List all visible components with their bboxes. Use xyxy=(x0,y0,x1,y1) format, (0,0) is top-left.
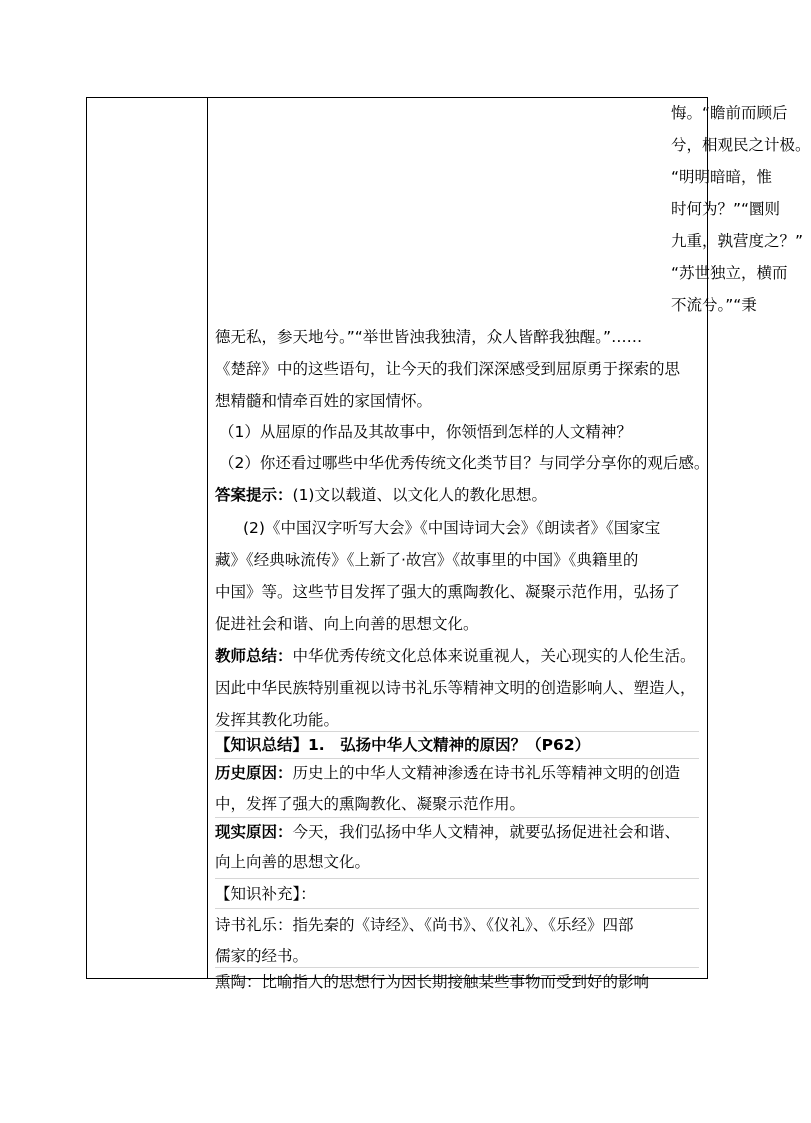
answer-line: 答案提示：(1)文以载道、以文化人的教化思想。 xyxy=(215,486,547,504)
question-1: （1）从屈原的作品及其故事中，你领悟到怎样的人文精神？ xyxy=(219,423,632,441)
history-label: 历史原因： xyxy=(215,764,293,782)
row-separator xyxy=(215,731,699,732)
text-line: 九重，孰营度之？” xyxy=(671,232,804,250)
row-separator xyxy=(215,758,699,759)
knowledge-supplement-heading: 【知识补充】： xyxy=(215,885,316,903)
answer-label: 答案提示： xyxy=(215,486,293,504)
reality-reason-line: 向上向善的思想文化。 xyxy=(215,853,371,871)
history-reason-line: 历史原因：历史上的中华人文精神渗透在诗书礼乐等精神文明的创造 xyxy=(215,764,681,782)
question-2: （2）你还看过哪些中华优秀传统文化类节目？与同学分享你的观后感。 xyxy=(219,454,710,472)
answer-line: 促进社会和谐、向上向善的思想文化。 xyxy=(215,615,479,633)
poetry-definition-line: 诗书礼乐：指先秦的《诗经》、《尚书》、《仪礼》、《乐经》四部 xyxy=(215,916,634,934)
text-line: 时何为？”“圜则 xyxy=(671,200,781,218)
content-table xyxy=(86,97,811,991)
reality-reason-line: 现实原因：今天，我们弘扬中华人文精神，就要弘扬促进社会和谐、 xyxy=(215,823,681,841)
text-line: 兮，相观民之计极。 xyxy=(671,136,811,154)
text-line: 悔。“瞻前而顾后 xyxy=(671,104,788,122)
content-cell xyxy=(215,98,811,991)
teacher-summary-line: 教师总结：中华优秀传统文化总体来说重视人，关心现实的人伦生活。 xyxy=(215,647,696,665)
history-reason-line: 中，发挥了强大的熏陶教化、凝聚示范作用。 xyxy=(215,795,526,813)
row-separator xyxy=(215,908,699,909)
text-line: 《楚辞》中的这些语句，让今天的我们深深感受到屈原勇于探索的思 xyxy=(215,360,681,378)
teacher-label: 教师总结： xyxy=(215,647,293,665)
poetry-definition-line: 儒家的经书。 xyxy=(215,947,309,965)
xuntao-definition-line: 熏陶：比喻指人的思想行为因长期接触某些事物而受到好的影响 xyxy=(215,973,650,991)
text-line: “苏世独立，横而 xyxy=(671,264,788,282)
answer-line: 中国》等。这些节目发挥了强大的熏陶教化、凝聚示范作用，弘扬了 xyxy=(215,583,681,601)
answer-line: 藏》《经典咏流传》《上新了·故宫》《故事里的中国》《典籍里的 xyxy=(215,551,639,569)
text-line: “明明暗暗，惟 xyxy=(671,168,773,186)
knowledge-summary-heading: 【知识总结】1. 弘扬中华人文精神的原因？（P62） xyxy=(215,736,591,754)
row-separator xyxy=(215,817,699,818)
text-line: 德无私，参天地兮。”“举世皆浊我独清，众人皆醉我独醒。”…… xyxy=(215,328,643,346)
column-divider xyxy=(207,98,208,978)
answer-line: (2)《中国汉字听写大会》《中国诗词大会》《朗读者》《国家宝 xyxy=(243,519,661,537)
teacher-summary-line: 因此中华民族特别重视以诗书礼乐等精神文明的创造影响人、塑造人， xyxy=(215,679,696,697)
teacher-summary-line: 发挥其教化功能。 xyxy=(215,711,340,729)
reality-label: 现实原因： xyxy=(215,823,293,841)
row-separator xyxy=(215,967,699,968)
text-line: 不流兮。”“秉 xyxy=(671,296,757,314)
row-separator xyxy=(215,878,699,879)
text-line: 想精髓和情牵百姓的家国情怀。 xyxy=(215,392,433,410)
